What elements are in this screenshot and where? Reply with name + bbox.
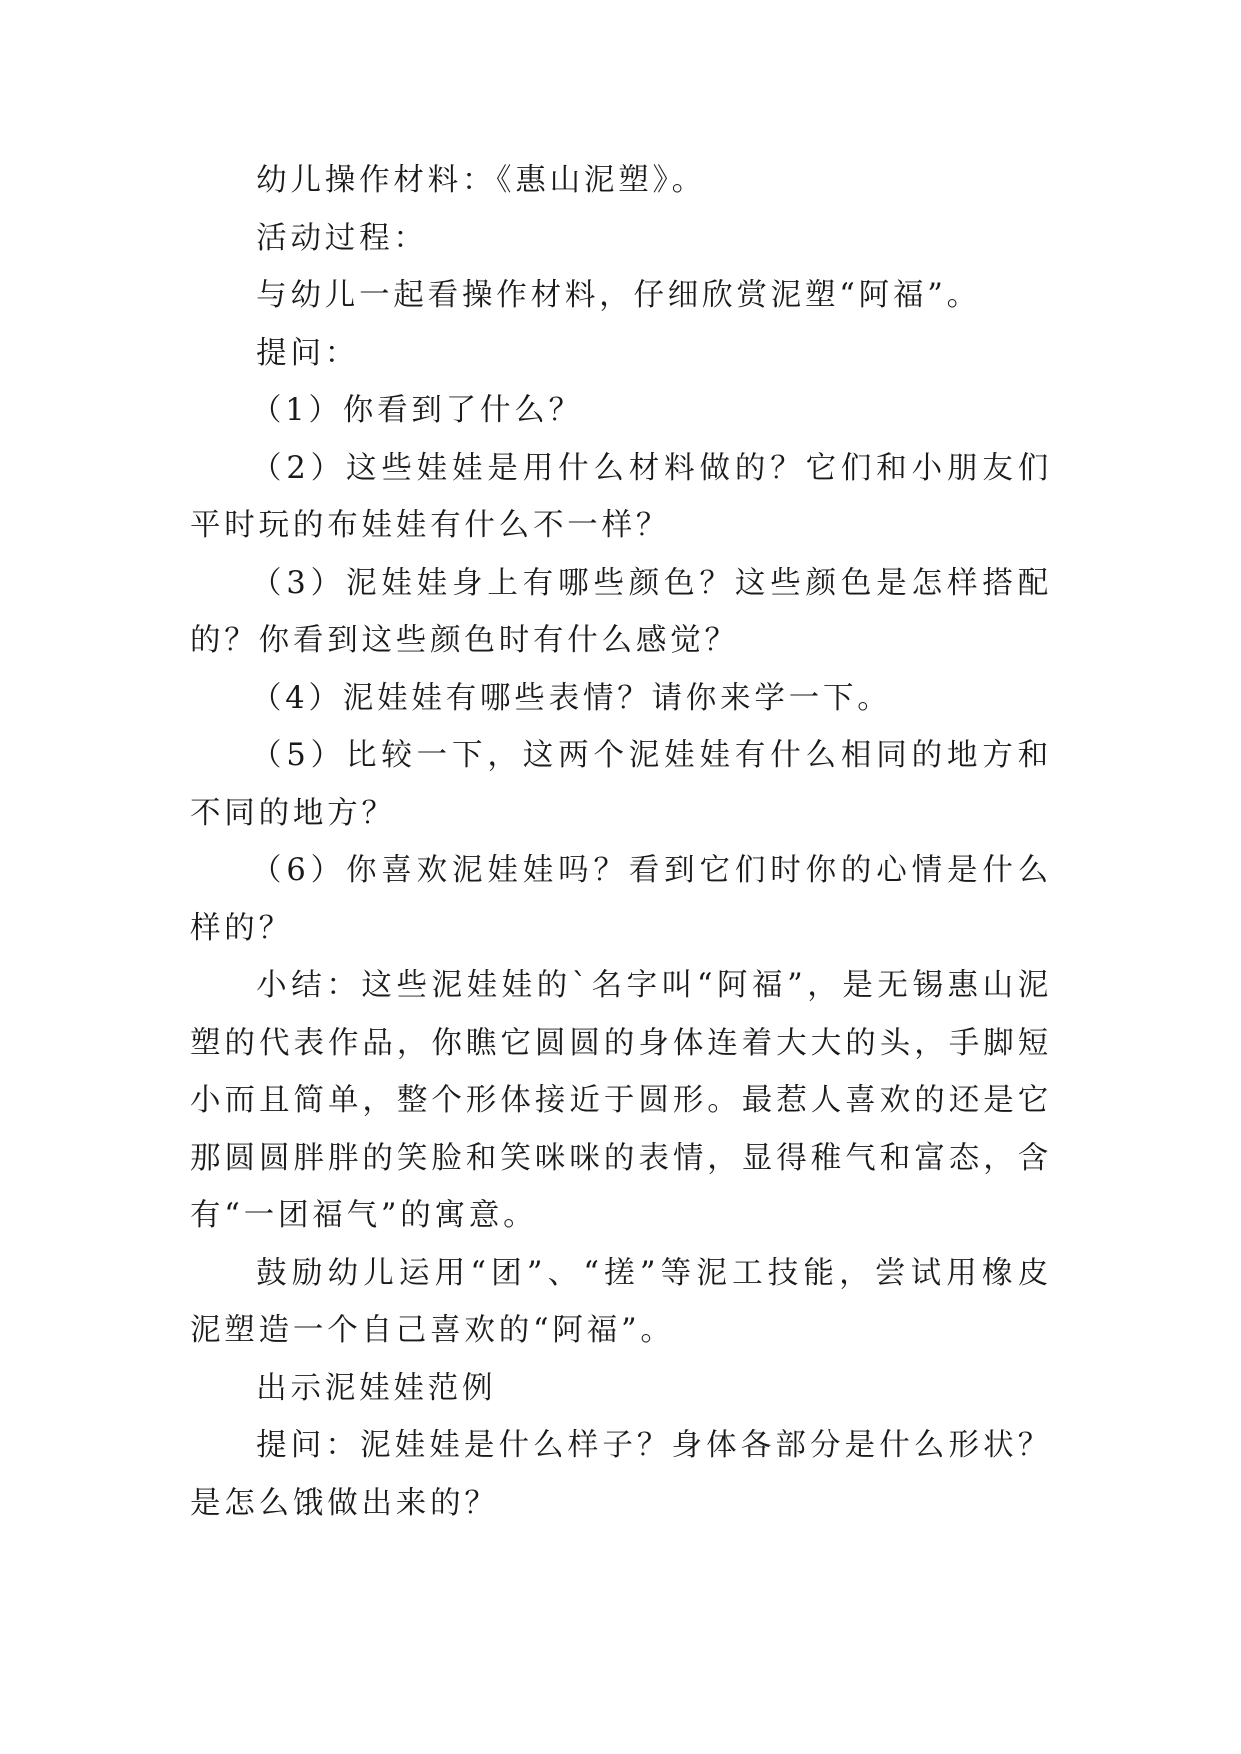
paragraph-show-example: 出示泥娃娃范例: [256, 1370, 497, 1406]
paragraph-question-3: （3）泥娃娃身上有哪些颜色？这些颜色是怎样搭配的？你看到这些颜色时有什么感觉？: [190, 565, 1052, 658]
paragraph-process-heading: 活动过程：: [256, 220, 428, 256]
paragraph-question-6: （6）你喜欢泥娃娃吗？看到它们时你的心情是什么样的？: [190, 853, 1052, 946]
paragraph-materials: 幼儿操作材料：《惠山泥塑》。: [256, 163, 706, 198]
document-body: [190, 152, 1052, 1532]
paragraph-summary: 小结：这些泥娃娃的`名字叫“阿福”，是无锡惠山泥塑的代表作品，你瞧它圆圆的身体连着大大的头，手脚短小而且简单，整个形体接近于圆形。最惹人喜欢的还是它那圆圆胖胖的笑脸和笑咪咪的表情，显得稚气和富态，含有“一团福气”的寓意。: [190, 968, 1052, 1233]
paragraph-questions-heading: 提问：: [256, 335, 360, 371]
paragraph-final-question: 提问：泥娃娃是什么样子？身体各部分是什么形状？是怎么饿做出来的？: [190, 1428, 1052, 1521]
paragraph-encourage: 鼓励幼儿运用“团”、“搓”等泥工技能，尝试用橡皮泥塑造一个自己喜欢的“阿福”。: [190, 1255, 1052, 1348]
paragraph-question-1: （1）你看到了什么？: [251, 393, 583, 428]
paragraph-view-materials: 与幼儿一起看操作材料，仔细欣赏泥塑“阿福”。: [256, 278, 981, 313]
paragraph-question-5: （5）比较一下，这两个泥娃娃有什么相同的地方和不同的地方？: [190, 738, 1052, 831]
paragraph-question-4: （4）泥娃娃有哪些表情？请你来学一下。: [251, 680, 892, 716]
paragraph-question-2: （2）这些娃娃是用什么材料做的？它们和小朋友们平时玩的布娃娃有什么不一样？: [190, 450, 1052, 543]
